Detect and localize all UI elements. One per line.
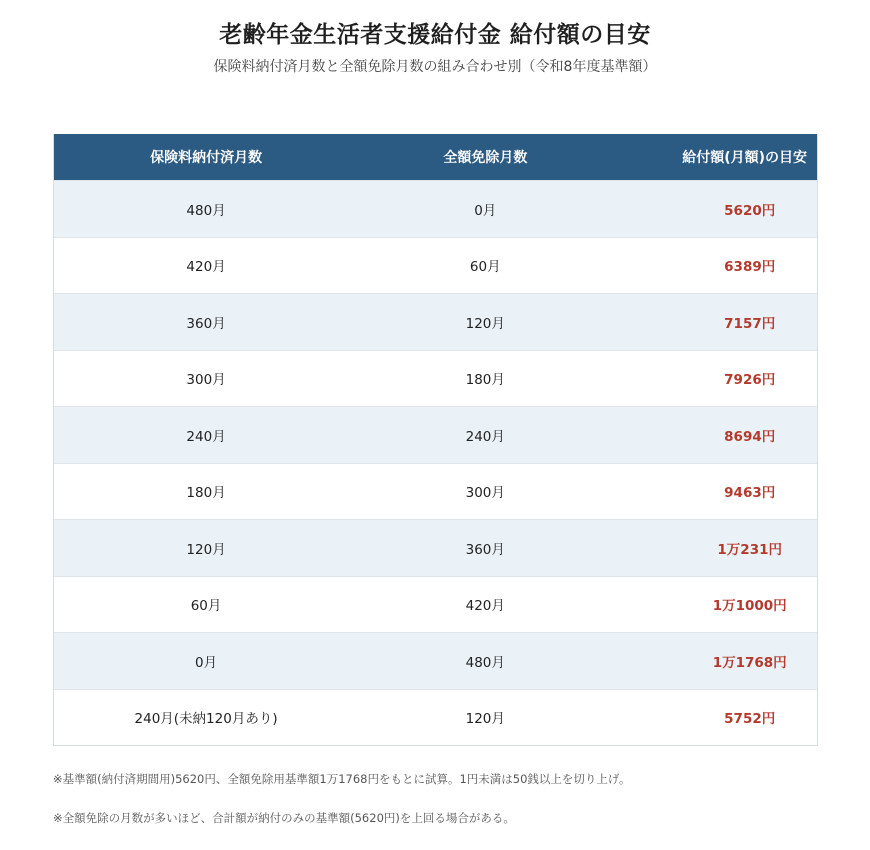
cell-paid-months: 120月 <box>186 541 226 558</box>
cell-monthly-benefit: 1万1768円 <box>712 654 787 671</box>
cell-exempt-months: 480月 <box>465 654 505 671</box>
cell-monthly-benefit: 8694円 <box>724 428 776 445</box>
benefit-table <box>53 134 818 746</box>
cell-paid-months: 360月 <box>186 315 226 332</box>
cell-monthly-benefit: 9463円 <box>724 485 776 502</box>
table-row <box>54 576 817 633</box>
cell-exempt-months: 0月 <box>474 202 497 219</box>
table-row <box>54 237 817 294</box>
cell-monthly-benefit: 1万231円 <box>717 541 782 558</box>
cell-paid-months: 480月 <box>186 202 226 219</box>
cell-paid-months: 240月 <box>186 428 226 445</box>
table-row <box>54 463 817 520</box>
cell-exempt-months: 120月 <box>465 711 505 728</box>
cell-paid-months: 0月 <box>195 654 218 671</box>
page-title: 老齢年金生活者支援給付金 給付額の目安 <box>219 22 651 48</box>
table-row <box>54 632 817 689</box>
table-header <box>54 134 817 180</box>
cell-monthly-benefit: 1万1000円 <box>712 598 787 615</box>
cell-paid-months: 240月(未納120月あり) <box>134 711 278 728</box>
cell-monthly-benefit: 5752円 <box>724 711 776 728</box>
cell-monthly-benefit: 5620円 <box>724 202 776 219</box>
header-paid-months: 保険料納付済月数 <box>150 150 263 166</box>
table-row <box>54 519 817 576</box>
cell-paid-months: 60月 <box>190 598 222 615</box>
table-row <box>54 689 817 746</box>
cell-exempt-months: 420月 <box>465 598 505 615</box>
cell-exempt-months: 360月 <box>465 541 505 558</box>
cell-monthly-benefit: 7157円 <box>724 315 776 332</box>
header-exempt-months: 全額免除月数 <box>443 150 528 166</box>
table-row <box>54 350 817 407</box>
header-monthly-benefit: 給付額(月額)の目安 <box>682 150 807 166</box>
cell-paid-months: 180月 <box>186 485 226 502</box>
table-row <box>54 406 817 463</box>
cell-exempt-months: 120月 <box>465 315 505 332</box>
footnote-calculation: ※基準額(納付済期間用)5620円、全額免除用基準額1万1768円をもとに試算。1円未満は50銭以上を切り上げ。 <box>53 772 631 786</box>
cell-exempt-months: 240月 <box>465 428 505 445</box>
table-body <box>54 180 817 745</box>
cell-monthly-benefit: 7926円 <box>724 372 776 389</box>
cell-exempt-months: 60月 <box>469 259 501 276</box>
cell-paid-months: 420月 <box>186 259 226 276</box>
cell-paid-months: 300月 <box>186 372 226 389</box>
cell-exempt-months: 300月 <box>465 485 505 502</box>
footnote-exemption: ※全額免除の月数が多いほど、合計額が納付のみの基準額(5620円)を上回る場合がある。 <box>53 811 515 825</box>
table-row <box>54 293 817 350</box>
page-subtitle: 保険料納付済月数と全額免除月数の組み合わせ別（令和8年度基準額） <box>213 59 657 75</box>
cell-monthly-benefit: 6389円 <box>724 259 776 276</box>
cell-exempt-months: 180月 <box>465 372 505 389</box>
table-row <box>54 180 817 237</box>
